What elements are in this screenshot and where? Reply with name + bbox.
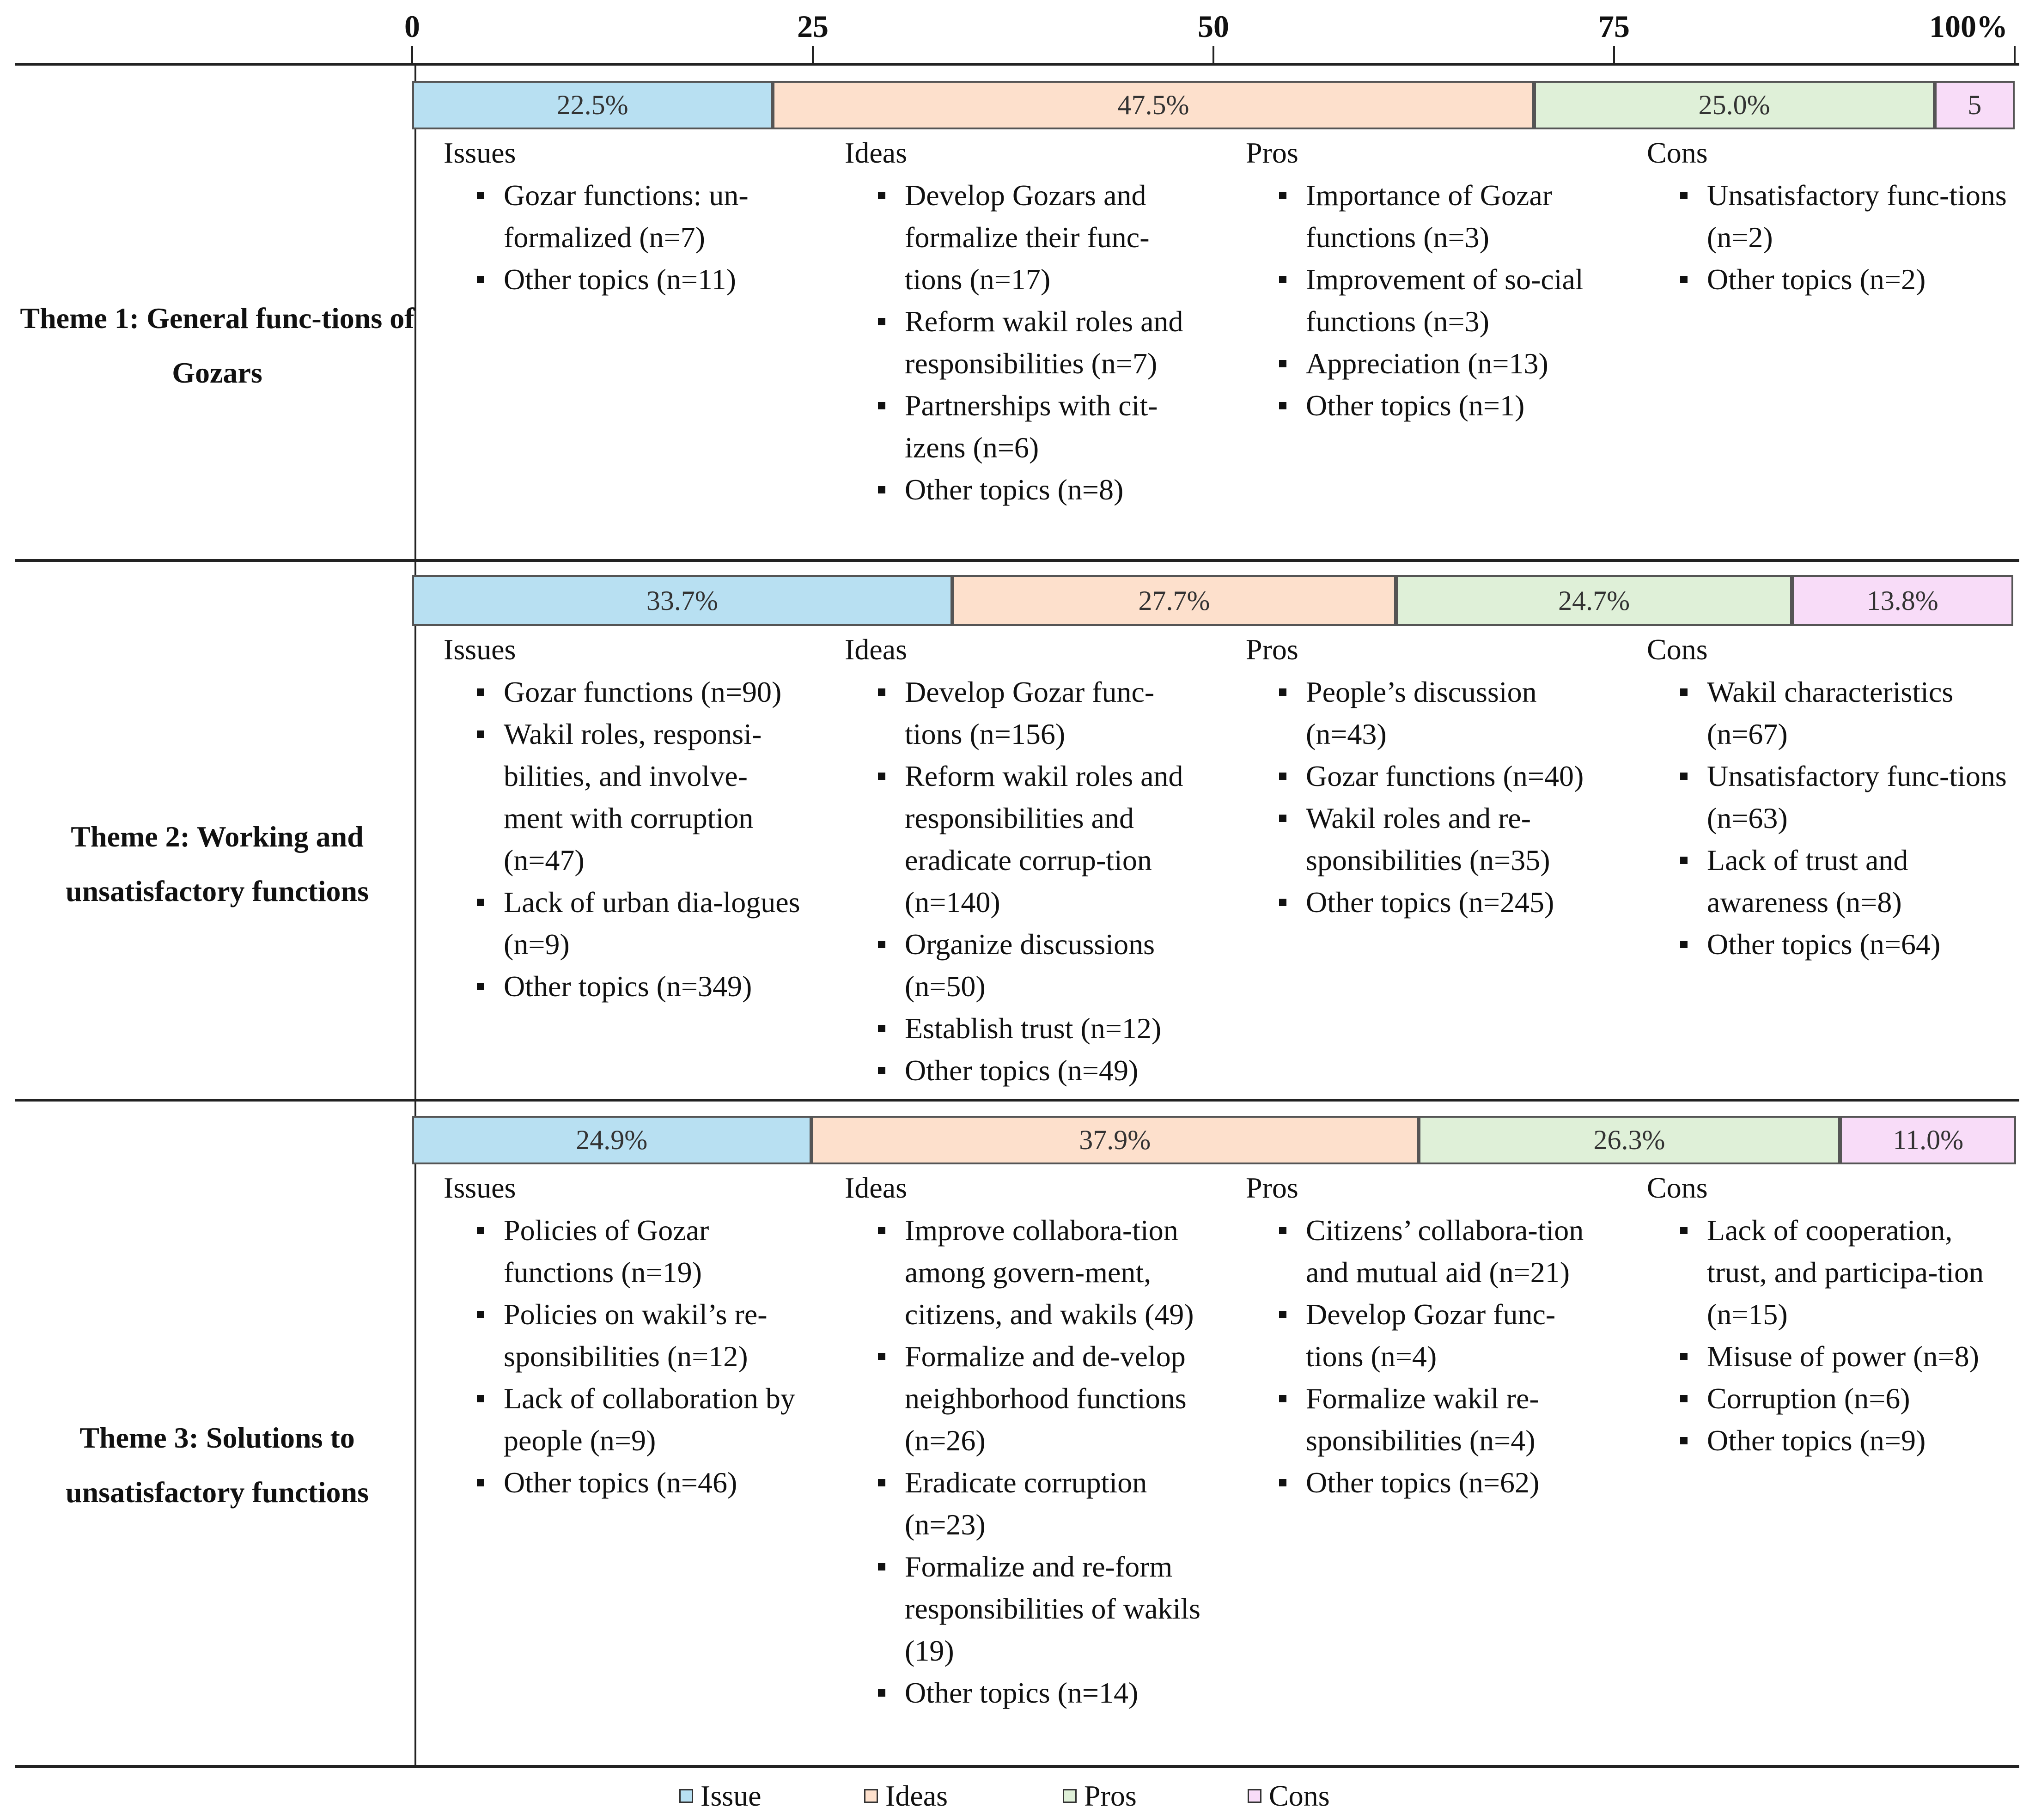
column-heading: Issues [444,1171,516,1204]
list-item: Policies of Gozar functions (n=19) [416,1209,804,1293]
bar-segment-ideas [773,81,1534,129]
legend-swatch [679,1789,693,1803]
list-item: Develop Gozars and formalize their func-tions (n=17) [817,174,1205,300]
list-item: Other topics (n=64) [1619,923,2007,965]
x-tick [411,46,413,65]
data-label: 47.5% [1117,90,1189,120]
column-issues [416,1167,804,1503]
column-pros [1218,628,1606,923]
list-item: Establish trust (n=12) [817,1007,1205,1049]
legend-entry [1248,1779,1330,1813]
bar-segment-issue [412,575,952,626]
list-item: Wakil characteristics (n=67) [1619,671,2007,755]
legend-label: Cons [1269,1779,1330,1812]
list-item: Gozar functions: un-formalized (n=7) [416,174,804,258]
legend-swatch [1063,1789,1077,1803]
column-issues [416,132,804,300]
list-item: Other topics (n=9) [1619,1419,2007,1461]
column-cons [1619,1167,2007,1461]
legend-label: Issue [701,1779,762,1812]
list-item: Other topics (n=2) [1619,258,2007,300]
column-heading: Ideas [845,1171,908,1204]
data-label: 24.9% [576,1125,648,1155]
list-item: Policies on wakil’s re-sponsibilities (n=12) [416,1293,804,1377]
column-ideas [817,132,1205,511]
column-heading: Pros [1246,633,1298,666]
column-heading: Cons [1647,136,1708,169]
list-item: Wakil roles and re-sponsibilities (n=35) [1218,797,1606,881]
bar-segment-cons [1935,81,2015,129]
list-item: Lack of collaboration by people (n=9) [416,1377,804,1461]
list-item: Formalize and re-form responsibilities of wakils (19) [817,1546,1205,1672]
legend-label: Ideas [885,1779,948,1812]
x-tick-label: 25 [797,9,829,44]
column-heading: Issues [444,136,516,169]
data-label: 33.7% [646,585,718,616]
list-item: Other topics (n=11) [416,258,804,300]
x-tick-label: 100% [1929,9,2008,44]
bar-segment-pros [1419,1116,1840,1164]
bar-segment-cons [1792,575,2013,626]
bar-segment-pros [1534,81,1935,129]
x-tick-label: 0 [404,9,420,44]
column-heading: Pros [1246,1171,1298,1204]
x-tick [2014,46,2016,65]
list-item: Other topics (n=62) [1218,1461,1606,1503]
column-pros [1218,132,1606,426]
list-item: Improvement of so-cial functions (n=3) [1218,258,1606,342]
list-item: Partnerships with cit-izens (n=6) [817,384,1205,469]
legend-swatch [864,1789,878,1803]
bar-segment-ideas [811,1116,1419,1164]
list-item: Improve collabora-tion among govern-ment, citizens, and wakils (49) [817,1209,1205,1335]
list-item: Eradicate corruption (n=23) [817,1461,1205,1546]
column-ideas [817,628,1205,1091]
legend-entry [679,1779,762,1813]
theme-label: Theme 1: General func-tions of Gozars [20,301,414,389]
data-label: 5 [1968,90,1982,120]
data-label: 25.0% [1698,90,1770,120]
list-item: Other topics (n=49) [817,1049,1205,1091]
theme-label: Theme 2: Working and unsatisfactory functions [65,820,369,907]
column-heading: Cons [1647,633,1708,666]
bar-segment-ideas [952,575,1396,626]
list-item: Formalize wakil re-sponsibilities (n=4) [1218,1377,1606,1461]
list-item: Lack of cooperation, trust, and participa-tion (n=15) [1619,1209,2007,1335]
legend-label: Pros [1084,1779,1137,1812]
list-item: Lack of trust and awareness (n=8) [1619,839,2007,923]
bar-segment-issue [412,81,773,129]
bar-segment-cons [1840,1116,2016,1164]
list-item: Other topics (n=14) [817,1672,1205,1714]
list-item: Organize discussions (n=50) [817,923,1205,1007]
list-item: Citizens’ collabora-tion and mutual aid (n=21) [1218,1209,1606,1293]
bar-segment-pros [1396,575,1792,626]
list-item: Develop Gozar func-tions (n=156) [817,671,1205,755]
chart-top-rule [15,63,2019,66]
list-item: Wakil roles, responsi-bilities, and involve-ment with corruption (n=47) [416,713,804,881]
x-tick-label: 50 [1198,9,1229,44]
list-item: Appreciation (n=13) [1218,342,1606,384]
list-item: Other topics (n=349) [416,965,804,1007]
theme-separator [15,559,2019,562]
column-cons [1619,132,2007,300]
data-label: 22.5% [556,90,628,120]
column-heading: Cons [1647,1171,1708,1204]
list-item: Other topics (n=245) [1218,881,1606,923]
theme-separator [15,1099,2019,1102]
data-label: 37.9% [1079,1125,1151,1155]
data-label: 13.8% [1866,585,1938,616]
list-item: Reform wakil roles and responsibilities (n=7) [817,300,1205,384]
bar-segment-issue [412,1116,811,1164]
x-tick [1613,46,1615,65]
list-item: Unsatisfactory func-tions (n=63) [1619,755,2007,839]
data-label: 26.3% [1593,1125,1665,1155]
x-tick [1213,46,1214,65]
column-cons [1619,628,2007,965]
x-tick [812,46,814,65]
list-item: Other topics (n=1) [1218,384,1606,426]
legend-entry [1063,1779,1137,1813]
legend-entry [864,1779,948,1813]
column-issues [416,628,804,1007]
list-item: Misuse of power (n=8) [1619,1335,2007,1377]
list-item: Gozar functions (n=40) [1218,755,1606,797]
data-label: 27.7% [1138,585,1210,616]
list-item: Lack of urban dia-logues (n=9) [416,881,804,965]
column-heading: Pros [1246,136,1298,169]
column-pros [1218,1167,1606,1503]
column-heading: Ideas [845,633,908,666]
list-item: Other topics (n=8) [817,469,1205,511]
list-item: Corruption (n=6) [1619,1377,2007,1419]
data-label: 11.0% [1893,1125,1964,1155]
legend-swatch [1248,1789,1261,1803]
column-ideas [817,1167,1205,1714]
list-item: People’s discussion (n=43) [1218,671,1606,755]
x-tick-label: 75 [1598,9,1630,44]
list-item: Reform wakil roles and responsibilities and eradicate corrup-tion (n=140) [817,755,1205,923]
list-item: Unsatisfactory func-tions (n=2) [1619,174,2007,258]
list-item: Other topics (n=46) [416,1461,804,1503]
column-heading: Issues [444,633,516,666]
column-heading: Ideas [845,136,908,169]
list-item: Importance of Gozar functions (n=3) [1218,174,1606,258]
theme-label: Theme 3: Solutions to unsatisfactory functions [65,1421,369,1509]
theme-separator [15,1765,2019,1768]
data-label: 24.7% [1558,585,1630,616]
list-item: Gozar functions (n=90) [416,671,804,713]
list-item: Develop Gozar func-tions (n=4) [1218,1293,1606,1377]
list-item: Formalize and de-velop neighborhood functions (n=26) [817,1335,1205,1461]
